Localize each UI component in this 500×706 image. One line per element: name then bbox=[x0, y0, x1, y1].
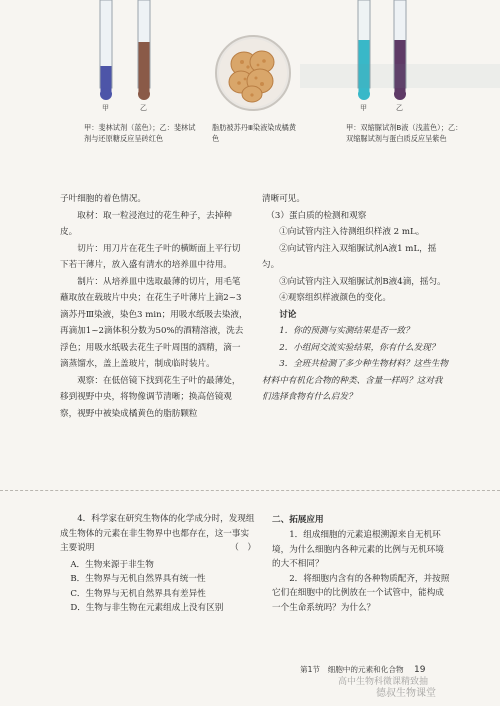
extension-heading: 二、拓展应用 bbox=[272, 515, 324, 525]
option-a[interactable]: A．生物来源于非生物 bbox=[70, 559, 154, 570]
left-column bbox=[60, 191, 248, 422]
paragraph-sampling: 取材：取一粒浸泡过的花生种子，去掉种皮。 bbox=[60, 210, 232, 237]
test-tubes-biuret bbox=[346, 0, 426, 112]
micrograph-image bbox=[214, 34, 292, 112]
protein-step-1: ①向试管内注入待测组织样液 2 mL。 bbox=[279, 227, 425, 237]
protein-heading: （3）蛋白质的检测和观察 bbox=[266, 210, 367, 221]
figure-peanut-micrograph bbox=[214, 34, 292, 112]
figure-middle-caption: 脂肪被苏丹Ⅲ染液染成橘黄色 bbox=[212, 123, 297, 143]
page-footer bbox=[300, 664, 470, 675]
option-list bbox=[60, 558, 256, 616]
tube-label-b: 乙 bbox=[396, 104, 403, 112]
paragraph-observation: 观察：在低倍镜下找到花生子叶的最薄处，移到视野中央，将物像调节清晰；换高倍镜观察，视野中被染成橘黄色的脂肪颗粒 bbox=[60, 375, 241, 419]
section-divider bbox=[0, 490, 500, 491]
exercise-question-4 bbox=[60, 512, 256, 616]
protein-step-3: ③向试管内注入双缩脲试剂B液4滴，摇匀。 bbox=[279, 276, 446, 287]
extension-q1: 1．组成细胞的元素追根溯源来自无机环境，为什么细胞内各种元素的比例与无机环境的大不相同？ bbox=[272, 530, 444, 569]
question-4-stem bbox=[60, 512, 256, 556]
figure-biuret-tubes bbox=[346, 0, 426, 120]
paragraph-slicing: 切片：用刀片在花生子叶的横断面上平行切下若干薄片，放入盛有清水的培养皿中待用。 bbox=[60, 243, 241, 270]
discussion-title: 讨论 bbox=[279, 309, 297, 320]
figure-left-caption: 甲：斐林试剂（蓝色）；乙：斐林试剂与还原糖反应呈砖红色 bbox=[84, 123, 196, 143]
tube-label-a: 甲 bbox=[102, 104, 109, 112]
figure-fehling-tubes bbox=[88, 0, 168, 120]
tube-label-a: 甲 bbox=[360, 104, 367, 112]
discussion-q3: 3．全班共检测了多少种生物材料？这些生物材料中有机化合物的种类、含量一样吗？这对我们选择食物有什么启发？ bbox=[262, 359, 448, 402]
footer-section-title: 第1节 细胞中的元素和化合物 bbox=[300, 665, 404, 674]
protein-step-2: ②向试管内注入双缩脲试剂A液1 mL，摇匀。 bbox=[262, 243, 437, 270]
figure-right-caption: 甲：双缩脲试剂B液（浅蓝色）；乙：双缩脲试剂与蛋白质反应呈紫色 bbox=[346, 123, 463, 143]
discussion-q2: 2．小组间交流实验结果，你有什么发现？ bbox=[279, 342, 440, 353]
extension-section bbox=[272, 512, 450, 615]
tube-label-b: 乙 bbox=[140, 104, 147, 112]
question-4-text: 4．科学家在研究生物体的化学成分时，发现组成生物体的元素在非生物界中也都存在，这一事实主要说明 bbox=[60, 514, 255, 553]
watermark-line-2: 德叔生物课堂 bbox=[376, 688, 436, 699]
option-c[interactable]: C．生物界与无机自然界具有差异性 bbox=[70, 588, 206, 599]
paragraph-continuation: 子叶细胞的着色情况。 bbox=[60, 194, 146, 204]
paragraph-slide-prep: 制片：从培养皿中选取最薄的切片，用毛笔蘸取放在载玻片中央；在花生子叶薄片上滴2~3滴苏丹Ⅲ染液，染色3 min；用吸水纸吸去染液，再滴加1~2滴体积分数为50%的酒精溶液，洗去浮色；用吸水纸吸去花生子叶周围的酒精，滴一滴蒸馏水，盖上盖玻片，制成临时装片。 bbox=[60, 276, 248, 369]
test-tubes-fehling bbox=[88, 0, 168, 112]
background-banner bbox=[300, 64, 500, 88]
option-d[interactable]: D．生物与非生物在元素组成上没有区别 bbox=[70, 603, 224, 613]
extension-q2: 2．将细胞内含有的各种物质配齐，并按照它们在细胞中的比例放在一个试管中，能构成一个生命系统吗？为什么？ bbox=[272, 573, 450, 613]
watermark-line-1: 高中生物科微课精致抽 bbox=[338, 677, 429, 687]
right-column bbox=[262, 191, 448, 406]
option-b[interactable]: B．生物界与无机自然界具有统一性 bbox=[70, 574, 206, 584]
watermark bbox=[338, 676, 498, 700]
answer-paren: （ ） bbox=[230, 543, 256, 553]
protein-step-4: ④观察组织样液颜色的变化。 bbox=[279, 293, 391, 303]
discussion-q1: 1．你的预测与实测结果是否一致？ bbox=[279, 326, 414, 336]
page-number: 19 bbox=[413, 665, 426, 675]
paragraph-visible: 清晰可见。 bbox=[262, 194, 305, 204]
